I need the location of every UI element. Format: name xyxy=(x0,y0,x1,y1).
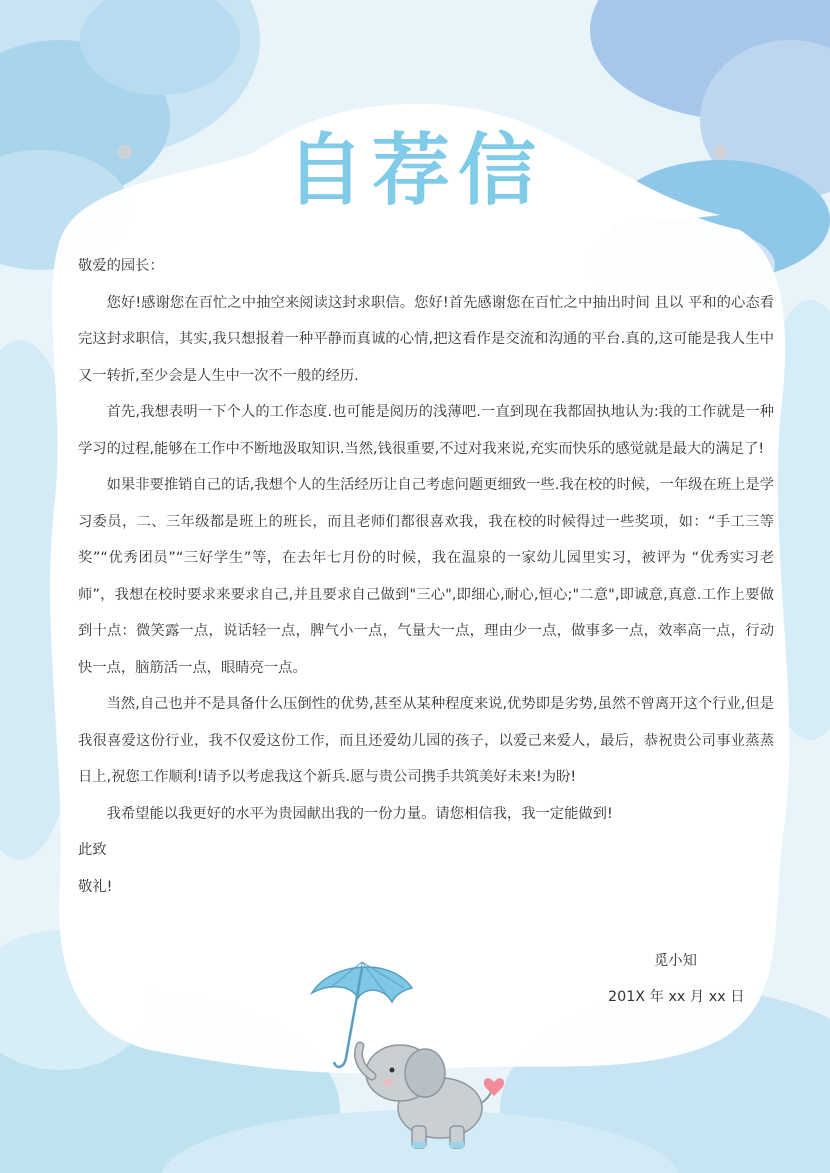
paragraph-2: 首先,我想表明一下个人的工作态度.也可能是阅历的浅薄吧.一直到现在我都固执地认为:我的工作就是一种学习的过程,能够在工作中不断地汲取知识.当然,钱很重要,不过对我来说,充实而快乐的感觉就是最大的满足了! xyxy=(78,404,774,457)
salutation: 敬爱的园长： xyxy=(78,258,164,274)
paragraph-5: 我希望能以我更好的水平为贵园献出我的一份力量。请您相信我，我一定能做到! xyxy=(106,805,613,822)
paragraph-1: 您好!感谢您在百忙之中抽空来阅读这封求职信。您好!首先感谢您在百忙之中抽出时间 且以 平和的心态看完这封求职信，其实,我只想报着一种平静而真诚的心情,把这看作是交流和沟通的平台.真的,这可能是我人生中又一转折,至少会是人生中一次不一般的经历. xyxy=(78,294,774,384)
closing-line-1: 此致 xyxy=(78,842,107,858)
date: 201X 年 xx 月 xx 日 xyxy=(608,989,745,1005)
signature: 觅小知 xyxy=(654,953,697,969)
letter-body xyxy=(78,248,774,905)
paragraph-4: 当然,自己也并不是具备什么压倒性的优势,甚至从某种程度来说,优势即是劣势,虽然不曾离开这个行业,但是我很喜爱这份行业，我不仅爱这份工作，而且还爱幼儿园的孩子，以爱己来爱人，最后，恭祝贵公司事业蒸蒸日上,祝您工作顺利!请予以考虑我这个新兵.愿与贵公司携手共筑美好未来!为盼! xyxy=(78,696,774,785)
elephant-umbrella-icon xyxy=(300,958,520,1158)
page-title: 自荐信 xyxy=(285,126,544,216)
paragraph-3: 如果非要推销自己的话,我想个人的生活经历让自己考虑问题更细致一些.我在校的时候，一年级在班上是学习委员，二、三年级都是班上的班长，而且老师们都很喜欢我，我在校的时候得过一些奖项，如：“手工三等奖”“优秀团员”“三好学生”等，在去年七月份的时候，我在温泉的一家幼儿园里实习，被评为 “优秀实习老师”，我想在校时要求来要求自己,并且要求自己做到"三心",即细心,耐心,恒心;"二意",即诚意,真意.工作上要做到十点：微笑露一点，说话轻一点，脾气小一点，气量大一点，理由少一点，做事多一点，效率高一点，行动快一点，脑筋活一点，眼睛亮一点。 xyxy=(78,477,774,676)
closing-line-2: 敬礼! xyxy=(78,878,113,895)
